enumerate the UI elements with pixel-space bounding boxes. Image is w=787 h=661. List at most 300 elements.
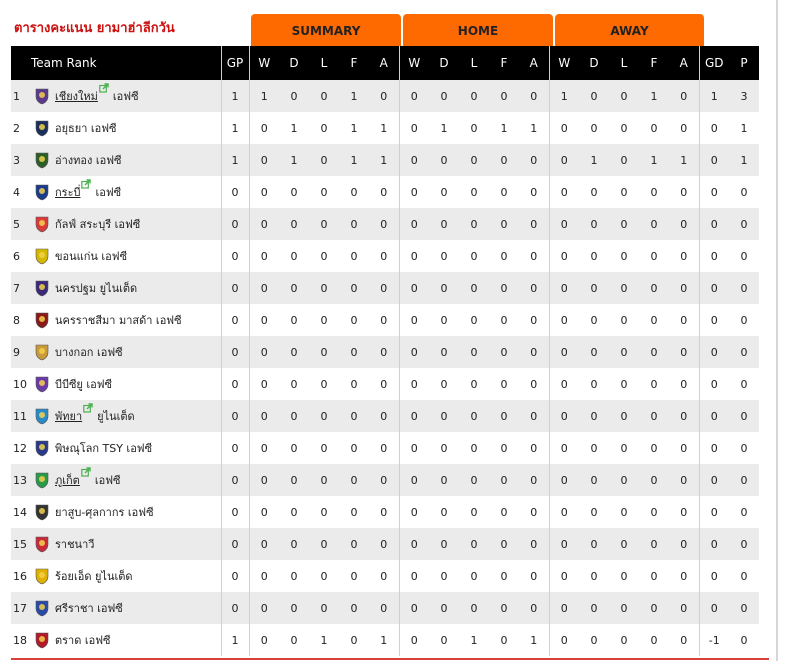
external-link-icon[interactable] (81, 179, 91, 189)
table-row (11, 208, 759, 240)
table-row (11, 336, 759, 368)
stat-summary-a: 0 (369, 400, 399, 432)
stat-away-f: 0 (639, 240, 669, 272)
column-header-gd: GD (699, 46, 729, 80)
stat-points: 3 (729, 80, 759, 112)
stat-home-f: 0 (489, 400, 519, 432)
stat-away-l: 0 (609, 336, 639, 368)
table-row (11, 240, 759, 272)
stat-summary-d: 0 (279, 592, 309, 624)
stat-points: 0 (729, 304, 759, 336)
stat-summary-w: 0 (249, 176, 279, 208)
stat-summary-f: 0 (339, 272, 369, 304)
stat-away-l: 0 (609, 432, 639, 464)
stat-home-a: 0 (519, 304, 549, 336)
stat-points: 0 (729, 592, 759, 624)
stat-home-l: 0 (459, 432, 489, 464)
team-logo-icon (33, 567, 51, 585)
stat-summary-a: 0 (369, 80, 399, 112)
stat-away-f: 0 (639, 560, 669, 592)
group-header-home: HOME (403, 14, 553, 46)
stat-summary-a: 1 (369, 112, 399, 144)
stat-summary-l: 0 (309, 432, 339, 464)
stat-away-f: 0 (639, 304, 669, 336)
column-header-team-rank: Team Rank (11, 46, 221, 80)
stat-away-w: 0 (549, 272, 579, 304)
team-name: บางกอก เอฟซี (55, 346, 123, 359)
stat-gd: 1 (699, 80, 729, 112)
team-name: กัลฟ์ สระบุรี เอฟซี (55, 218, 141, 231)
stat-summary-a: 0 (369, 176, 399, 208)
stat-summary-f: 0 (339, 560, 369, 592)
stat-summary-l: 0 (309, 336, 339, 368)
team-logo-icon (33, 183, 51, 201)
stat-summary-a: 0 (369, 592, 399, 624)
stat-summary-d: 0 (279, 464, 309, 496)
stat-home-w: 0 (399, 240, 429, 272)
stat-home-f: 1 (489, 112, 519, 144)
stat-home-d: 0 (429, 368, 459, 400)
stat-summary-w: 0 (249, 624, 279, 656)
stat-home-f: 0 (489, 496, 519, 528)
team-cell (11, 176, 221, 208)
stat-away-a: 0 (669, 432, 699, 464)
rank-number: 15 (13, 537, 27, 551)
table-row (11, 624, 759, 656)
team-name: อยุธยา เอฟซี (55, 122, 117, 135)
stat-summary-f: 0 (339, 624, 369, 656)
column-header-summary-w: W (249, 46, 279, 80)
table-row (11, 592, 759, 624)
stat-summary-w: 1 (249, 80, 279, 112)
stat-home-a: 0 (519, 240, 549, 272)
stat-away-w: 0 (549, 208, 579, 240)
team-logo-icon (33, 311, 51, 329)
stat-summary-a: 0 (369, 528, 399, 560)
stat-summary-d: 1 (279, 144, 309, 176)
stat-summary-w: 0 (249, 240, 279, 272)
stat-summary-w: 0 (249, 368, 279, 400)
stat-away-f: 0 (639, 176, 669, 208)
stat-home-a: 0 (519, 432, 549, 464)
stat-home-d: 0 (429, 528, 459, 560)
team-name-suffix: เอฟซี (95, 186, 122, 199)
column-header-summary-l: L (309, 46, 339, 80)
column-header-home-f: F (489, 46, 519, 80)
stat-home-f: 0 (489, 80, 519, 112)
rank-number: 16 (13, 569, 27, 583)
stat-summary-f: 0 (339, 240, 369, 272)
stat-away-w: 0 (549, 400, 579, 432)
stat-points: 0 (729, 560, 759, 592)
stat-home-l: 0 (459, 272, 489, 304)
stat-home-d: 0 (429, 592, 459, 624)
stat-summary-f: 0 (339, 432, 369, 464)
stat-away-l: 0 (609, 592, 639, 624)
stat-summary-w: 0 (249, 112, 279, 144)
stat-away-f: 0 (639, 208, 669, 240)
stat-home-a: 0 (519, 144, 549, 176)
stat-home-w: 0 (399, 272, 429, 304)
stat-gd: 0 (699, 400, 729, 432)
stat-summary-f: 1 (339, 80, 369, 112)
stat-home-d: 0 (429, 272, 459, 304)
team-logo-icon (33, 535, 51, 553)
stat-away-d: 1 (579, 144, 609, 176)
stat-home-a: 0 (519, 528, 549, 560)
team-name: อ่างทอง เอฟซี (55, 154, 122, 167)
stat-home-f: 0 (489, 624, 519, 656)
stat-summary-d: 0 (279, 432, 309, 464)
stat-gd: 0 (699, 208, 729, 240)
team-name: ขอนแก่น เอฟซี (55, 250, 128, 263)
column-header-home-w: W (399, 46, 429, 80)
stat-away-a: 0 (669, 208, 699, 240)
rank-number: 10 (13, 377, 27, 391)
stat-away-a: 0 (669, 336, 699, 368)
stat-home-f: 0 (489, 432, 519, 464)
stat-home-f: 0 (489, 336, 519, 368)
stat-away-l: 0 (609, 400, 639, 432)
stat-gp: 0 (221, 496, 249, 528)
team-cell (11, 272, 221, 304)
stat-home-w: 0 (399, 176, 429, 208)
stat-away-w: 1 (549, 80, 579, 112)
stat-away-d: 0 (579, 176, 609, 208)
rank-number: 6 (13, 249, 20, 263)
stat-away-w: 0 (549, 624, 579, 656)
rank-number: 5 (13, 217, 20, 231)
stat-away-d: 0 (579, 80, 609, 112)
stat-points: 0 (729, 528, 759, 560)
stat-summary-f: 0 (339, 208, 369, 240)
stat-gp: 1 (221, 624, 249, 656)
table-row (11, 272, 759, 304)
team-cell (11, 528, 221, 560)
stat-summary-d: 0 (279, 400, 309, 432)
stat-home-f: 0 (489, 560, 519, 592)
stat-home-a: 0 (519, 80, 549, 112)
stat-gd: 0 (699, 112, 729, 144)
stat-gd: 0 (699, 336, 729, 368)
stat-home-d: 0 (429, 144, 459, 176)
stat-summary-a: 0 (369, 464, 399, 496)
stat-away-d: 0 (579, 528, 609, 560)
team-name-link[interactable]: กระบี่ (55, 186, 81, 199)
stat-home-f: 0 (489, 528, 519, 560)
stat-summary-a: 0 (369, 208, 399, 240)
team-name-suffix: ยูไนเต็ด (97, 410, 135, 423)
stat-summary-l: 0 (309, 112, 339, 144)
team-logo-icon (33, 439, 51, 457)
stat-away-d: 0 (579, 560, 609, 592)
external-link-icon[interactable] (83, 403, 93, 413)
stat-home-w: 0 (399, 368, 429, 400)
stat-gp: 0 (221, 304, 249, 336)
stat-away-l: 0 (609, 368, 639, 400)
stat-gd: 0 (699, 368, 729, 400)
table-row (11, 528, 759, 560)
stat-summary-d: 0 (279, 304, 309, 336)
stat-home-d: 0 (429, 624, 459, 656)
team-logo-icon (33, 471, 51, 489)
stat-away-a: 0 (669, 400, 699, 432)
stat-summary-w: 0 (249, 464, 279, 496)
stat-home-w: 0 (399, 112, 429, 144)
column-header-points: P (729, 46, 759, 80)
stat-points: 0 (729, 240, 759, 272)
stat-away-d: 0 (579, 304, 609, 336)
team-logo-icon (33, 503, 51, 521)
stat-away-w: 0 (549, 528, 579, 560)
stat-away-d: 0 (579, 400, 609, 432)
rank-number: 2 (13, 121, 20, 135)
stat-home-l: 0 (459, 80, 489, 112)
stat-home-f: 0 (489, 304, 519, 336)
header-row (11, 46, 759, 80)
stat-summary-d: 0 (279, 240, 309, 272)
external-link-icon[interactable] (99, 83, 109, 93)
stat-away-f: 1 (639, 80, 669, 112)
stat-summary-f: 1 (339, 144, 369, 176)
stat-summary-f: 0 (339, 464, 369, 496)
stat-away-f: 0 (639, 624, 669, 656)
stat-home-d: 0 (429, 560, 459, 592)
stat-home-a: 0 (519, 272, 549, 304)
stat-away-d: 0 (579, 496, 609, 528)
stat-home-l: 0 (459, 176, 489, 208)
stat-summary-l: 0 (309, 304, 339, 336)
stat-gp: 0 (221, 432, 249, 464)
team-cell (11, 240, 221, 272)
stat-home-l: 1 (459, 624, 489, 656)
stat-away-w: 0 (549, 112, 579, 144)
stat-gd: 0 (699, 272, 729, 304)
stat-home-a: 0 (519, 400, 549, 432)
column-header-summary-a: A (369, 46, 399, 80)
stat-points: 0 (729, 272, 759, 304)
stat-gp: 0 (221, 560, 249, 592)
stat-summary-f: 0 (339, 304, 369, 336)
stat-home-a: 1 (519, 112, 549, 144)
stat-away-l: 0 (609, 112, 639, 144)
team-logo-icon (33, 599, 51, 617)
stat-away-l: 0 (609, 304, 639, 336)
column-header-gp: GP (221, 46, 249, 80)
stat-home-d: 0 (429, 304, 459, 336)
team-name: ร้อยเอ็ด ยูไนเต็ด (55, 570, 133, 583)
column-header-summary-d: D (279, 46, 309, 80)
stat-summary-d: 0 (279, 336, 309, 368)
team-name: พิษณุโลก TSY เอฟซี (55, 442, 153, 455)
stat-away-a: 0 (669, 240, 699, 272)
stat-home-w: 0 (399, 208, 429, 240)
stat-points: 0 (729, 176, 759, 208)
standings-table (11, 46, 759, 656)
stat-away-a: 1 (669, 144, 699, 176)
stat-summary-d: 0 (279, 624, 309, 656)
stat-summary-l: 0 (309, 592, 339, 624)
stat-away-l: 0 (609, 624, 639, 656)
stat-summary-l: 0 (309, 240, 339, 272)
stat-away-f: 0 (639, 464, 669, 496)
stat-summary-d: 0 (279, 560, 309, 592)
stat-away-w: 0 (549, 464, 579, 496)
stat-home-f: 0 (489, 592, 519, 624)
column-header-away-l: L (609, 46, 639, 80)
stat-away-l: 0 (609, 208, 639, 240)
team-logo-icon (33, 151, 51, 169)
team-logo-icon (33, 407, 51, 425)
stat-home-d: 1 (429, 112, 459, 144)
stat-home-w: 0 (399, 304, 429, 336)
stat-away-l: 0 (609, 144, 639, 176)
stat-summary-a: 0 (369, 272, 399, 304)
stat-summary-l: 1 (309, 624, 339, 656)
stat-away-f: 0 (639, 400, 669, 432)
stat-home-l: 0 (459, 336, 489, 368)
group-header-away: AWAY (555, 14, 704, 46)
stat-summary-a: 0 (369, 432, 399, 464)
stat-summary-w: 0 (249, 304, 279, 336)
team-name-suffix: เอฟซี (112, 90, 139, 103)
team-name-link[interactable]: เชียงใหม่ (55, 90, 98, 103)
stat-home-a: 0 (519, 496, 549, 528)
stat-away-f: 0 (639, 368, 669, 400)
stat-home-a: 0 (519, 560, 549, 592)
stat-gp: 0 (221, 400, 249, 432)
stat-home-d: 0 (429, 240, 459, 272)
stat-away-a: 0 (669, 304, 699, 336)
stat-summary-d: 0 (279, 272, 309, 304)
stat-summary-l: 0 (309, 208, 339, 240)
team-logo-icon (33, 119, 51, 137)
team-cell (11, 368, 221, 400)
stat-points: 0 (729, 432, 759, 464)
team-cell (11, 624, 221, 656)
stat-away-d: 0 (579, 240, 609, 272)
stat-gd: 0 (699, 432, 729, 464)
stat-away-w: 0 (549, 176, 579, 208)
column-header-away-a: A (669, 46, 699, 80)
table-row (11, 176, 759, 208)
stat-summary-w: 0 (249, 272, 279, 304)
stat-summary-w: 0 (249, 144, 279, 176)
rank-number: 14 (13, 505, 27, 519)
stat-summary-w: 0 (249, 560, 279, 592)
stat-summary-l: 0 (309, 464, 339, 496)
stat-away-a: 0 (669, 176, 699, 208)
team-logo-icon (33, 247, 51, 265)
external-link-icon[interactable] (81, 467, 91, 477)
stat-home-d: 0 (429, 176, 459, 208)
stat-away-l: 0 (609, 176, 639, 208)
stat-away-d: 0 (579, 112, 609, 144)
column-header-home-a: A (519, 46, 549, 80)
stat-summary-f: 0 (339, 368, 369, 400)
stat-away-a: 0 (669, 624, 699, 656)
team-cell (11, 560, 221, 592)
stat-away-w: 0 (549, 560, 579, 592)
stat-gp: 1 (221, 112, 249, 144)
stat-home-d: 0 (429, 496, 459, 528)
stat-away-a: 0 (669, 464, 699, 496)
page-title: ตารางคะแนน ยามาฮ่าลีกวัน (14, 21, 175, 36)
table-row (11, 368, 759, 400)
rank-number: 1 (13, 89, 20, 103)
stat-away-a: 0 (669, 368, 699, 400)
stat-home-l: 0 (459, 144, 489, 176)
stat-home-w: 0 (399, 496, 429, 528)
stat-away-f: 1 (639, 144, 669, 176)
stat-away-f: 0 (639, 528, 669, 560)
stat-home-w: 0 (399, 560, 429, 592)
stat-home-f: 0 (489, 272, 519, 304)
stat-home-l: 0 (459, 464, 489, 496)
table-row (11, 464, 759, 496)
stat-home-l: 0 (459, 112, 489, 144)
team-name: บีบีซียู เอฟซี (55, 378, 112, 391)
stat-gd: 0 (699, 528, 729, 560)
team-logo-icon (33, 375, 51, 393)
stat-home-a: 0 (519, 336, 549, 368)
stat-gd: 0 (699, 464, 729, 496)
stat-gd: -1 (699, 624, 729, 656)
stat-summary-f: 0 (339, 496, 369, 528)
stat-home-w: 0 (399, 400, 429, 432)
stat-away-l: 0 (609, 272, 639, 304)
column-header-home-d: D (429, 46, 459, 80)
team-name-link[interactable]: พัทยา (55, 410, 83, 423)
stat-summary-d: 0 (279, 80, 309, 112)
stat-home-w: 0 (399, 624, 429, 656)
column-header-home-l: L (459, 46, 489, 80)
stat-points: 0 (729, 496, 759, 528)
table-row (11, 80, 759, 112)
stat-points: 0 (729, 336, 759, 368)
stat-away-w: 0 (549, 432, 579, 464)
stat-gd: 0 (699, 240, 729, 272)
team-name-link[interactable]: ภูเก็ต (55, 474, 80, 487)
stat-away-l: 0 (609, 528, 639, 560)
stat-summary-l: 0 (309, 528, 339, 560)
stat-gp: 0 (221, 592, 249, 624)
stat-summary-l: 0 (309, 272, 339, 304)
rank-number: 13 (13, 473, 27, 487)
rank-number: 8 (13, 313, 20, 327)
stat-away-w: 0 (549, 368, 579, 400)
stat-summary-l: 0 (309, 400, 339, 432)
team-cell (11, 496, 221, 528)
team-name: ตราด เอฟซี (55, 634, 111, 647)
stat-home-d: 0 (429, 432, 459, 464)
stat-summary-f: 0 (339, 592, 369, 624)
stat-away-w: 0 (549, 240, 579, 272)
rank-number: 18 (13, 633, 27, 647)
team-cell (11, 592, 221, 624)
stat-summary-f: 0 (339, 528, 369, 560)
stat-summary-a: 0 (369, 368, 399, 400)
stat-summary-a: 0 (369, 496, 399, 528)
team-name: นครปฐม ยูไนเต็ด (55, 282, 138, 295)
stat-summary-a: 1 (369, 624, 399, 656)
stat-gp: 1 (221, 80, 249, 112)
rank-number: 9 (13, 345, 20, 359)
stat-away-f: 0 (639, 496, 669, 528)
stat-away-l: 0 (609, 496, 639, 528)
stat-away-w: 0 (549, 496, 579, 528)
stat-home-d: 0 (429, 400, 459, 432)
